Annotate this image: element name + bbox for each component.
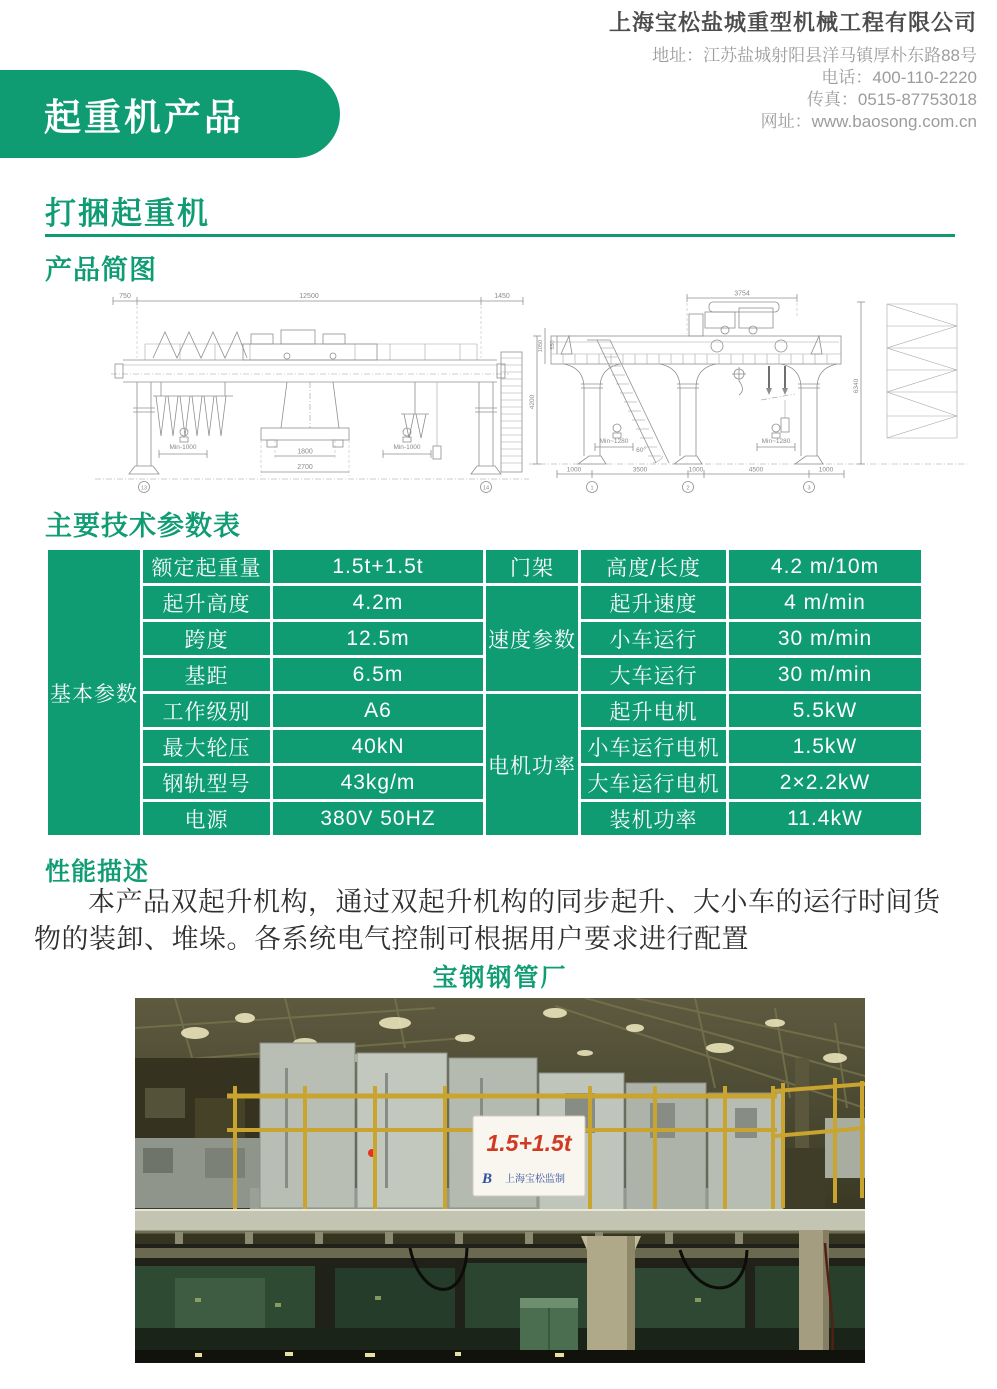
section-performance-heading: 性能描述 bbox=[45, 858, 150, 886]
factory-photo bbox=[135, 998, 865, 1363]
param-label: 起升高度 bbox=[143, 586, 270, 619]
param-label: 钢轨型号 bbox=[143, 766, 270, 799]
photo-caption: 宝钢钢管厂 bbox=[432, 964, 568, 992]
dim-b4: 4500 bbox=[748, 466, 764, 474]
table-row bbox=[48, 622, 921, 655]
axis-2: 2 bbox=[686, 485, 690, 492]
param-label: 电源 bbox=[143, 802, 270, 835]
table-row bbox=[48, 766, 921, 799]
param-value: 4 m/min bbox=[729, 586, 921, 619]
front-view-drawing bbox=[95, 288, 529, 496]
axis-14: 14 bbox=[482, 485, 490, 492]
dim-b2: 3500 bbox=[632, 466, 648, 474]
axis-3: 3 bbox=[807, 485, 811, 492]
param-value: 40kN bbox=[273, 730, 483, 763]
min-1000-left: Min-1000 bbox=[169, 444, 197, 451]
table-row bbox=[48, 730, 921, 763]
param-label: 装机功率 bbox=[581, 802, 726, 835]
dim-1050: 1050 bbox=[538, 339, 544, 353]
param-label: 小车运行电机 bbox=[581, 730, 726, 763]
param-value: 5.5kW bbox=[729, 694, 921, 727]
param-label: 起升电机 bbox=[581, 694, 726, 727]
param-label: 工作级别 bbox=[143, 694, 270, 727]
param-value: A6 bbox=[273, 694, 483, 727]
side-view-drawing bbox=[529, 288, 967, 496]
capacity-sign bbox=[473, 1116, 585, 1196]
group-basic-params: 基本参数 bbox=[48, 550, 140, 835]
param-value: 4.2 m/10m bbox=[729, 550, 921, 583]
dim-550: 550 bbox=[550, 340, 556, 350]
param-label: 大车运行电机 bbox=[581, 766, 726, 799]
param-value: 12.5m bbox=[273, 622, 483, 655]
param-label: 高度/长度 bbox=[581, 550, 726, 583]
dim-b5: 1000 bbox=[818, 466, 834, 474]
min-1280-left: Min~1280 bbox=[599, 438, 629, 445]
table-row bbox=[48, 802, 921, 835]
param-label: 大车运行 bbox=[581, 658, 726, 691]
dim-750: 750 bbox=[119, 293, 131, 300]
table-row bbox=[48, 586, 921, 619]
category-badge bbox=[0, 70, 340, 158]
param-label: 基距 bbox=[143, 658, 270, 691]
section-params-heading: 主要技术参数表 bbox=[45, 511, 241, 541]
dim-b3: 1000 bbox=[688, 466, 704, 474]
performance-description: 本产品双起升机构，通过双起升机构的同步起升、大小车的运行时间货物的装卸、堆垛。各系统电气控制可根据用户要求进行配置 bbox=[34, 887, 941, 954]
product-title: 打捆起重机 bbox=[45, 196, 210, 231]
param-value: 30 m/min bbox=[729, 658, 921, 691]
header-contact-block bbox=[609, 6, 977, 133]
param-value: 30 m/min bbox=[729, 622, 921, 655]
title-underline bbox=[45, 234, 955, 237]
company-name: 上海宝松盐城重型机械工程有限公司 bbox=[608, 10, 977, 35]
axis-1: 1 bbox=[590, 485, 594, 492]
company-address: 地址：江苏盐城射阳县洋马镇厚朴东路88号 bbox=[652, 46, 977, 65]
dim-1450: 1450 bbox=[494, 293, 510, 300]
table-row bbox=[48, 694, 921, 727]
param-value: 43kg/m bbox=[273, 766, 483, 799]
dim-12500: 12500 bbox=[299, 293, 319, 300]
param-value: 1.5t+1.5t bbox=[273, 550, 483, 583]
section-diagram-heading: 产品简图 bbox=[45, 255, 157, 285]
company-website: 网址：www.baosong.com.cn bbox=[760, 112, 977, 131]
dim-b1: 1000 bbox=[566, 466, 582, 474]
sign-logo-b: B bbox=[481, 1171, 493, 1187]
technical-drawings bbox=[95, 288, 967, 496]
category-badge-label: 起重机产品 bbox=[44, 97, 244, 138]
table-row bbox=[48, 658, 921, 691]
dim-2700: 2700 bbox=[297, 464, 313, 471]
param-label: 小车运行 bbox=[581, 622, 726, 655]
sign-capacity-text: 1.5+1.5t bbox=[486, 1130, 572, 1156]
company-fax: 传真：0515-87753018 bbox=[806, 90, 977, 109]
param-value: 11.4kW bbox=[729, 802, 921, 835]
min-1000-right: Min-1000 bbox=[393, 444, 421, 451]
dim-6340: 6340 bbox=[853, 378, 860, 394]
table-row bbox=[48, 550, 921, 583]
angle-60: 60° bbox=[636, 447, 646, 454]
param-value: 1.5kW bbox=[729, 730, 921, 763]
param-label: 起升速度 bbox=[581, 586, 726, 619]
param-value: 4.2m bbox=[273, 586, 483, 619]
company-phone: 电话：400-110-2220 bbox=[821, 68, 977, 87]
group-motor-power: 电机功率 bbox=[486, 694, 578, 835]
group-speed-params: 速度参数 bbox=[486, 586, 578, 691]
axis-13: 13 bbox=[140, 485, 148, 492]
dim-3754: 3754 bbox=[734, 290, 750, 298]
min-1280-right: Min~1280 bbox=[761, 438, 791, 445]
param-value: 6.5m bbox=[273, 658, 483, 691]
sign-maker-text: 上海宝松监制 bbox=[505, 1174, 565, 1185]
param-value: 2×2.2kW bbox=[729, 766, 921, 799]
param-label: 额定起重量 bbox=[143, 550, 270, 583]
spec-table bbox=[45, 547, 924, 838]
dim-4200: 4200 bbox=[529, 394, 536, 410]
param-label: 最大轮压 bbox=[143, 730, 270, 763]
param-label: 跨度 bbox=[143, 622, 270, 655]
factory-photo-scene bbox=[135, 998, 865, 1363]
dim-1800: 1800 bbox=[297, 448, 313, 456]
param-value: 380V 50HZ bbox=[273, 802, 483, 835]
group-gantry: 门架 bbox=[486, 550, 578, 583]
